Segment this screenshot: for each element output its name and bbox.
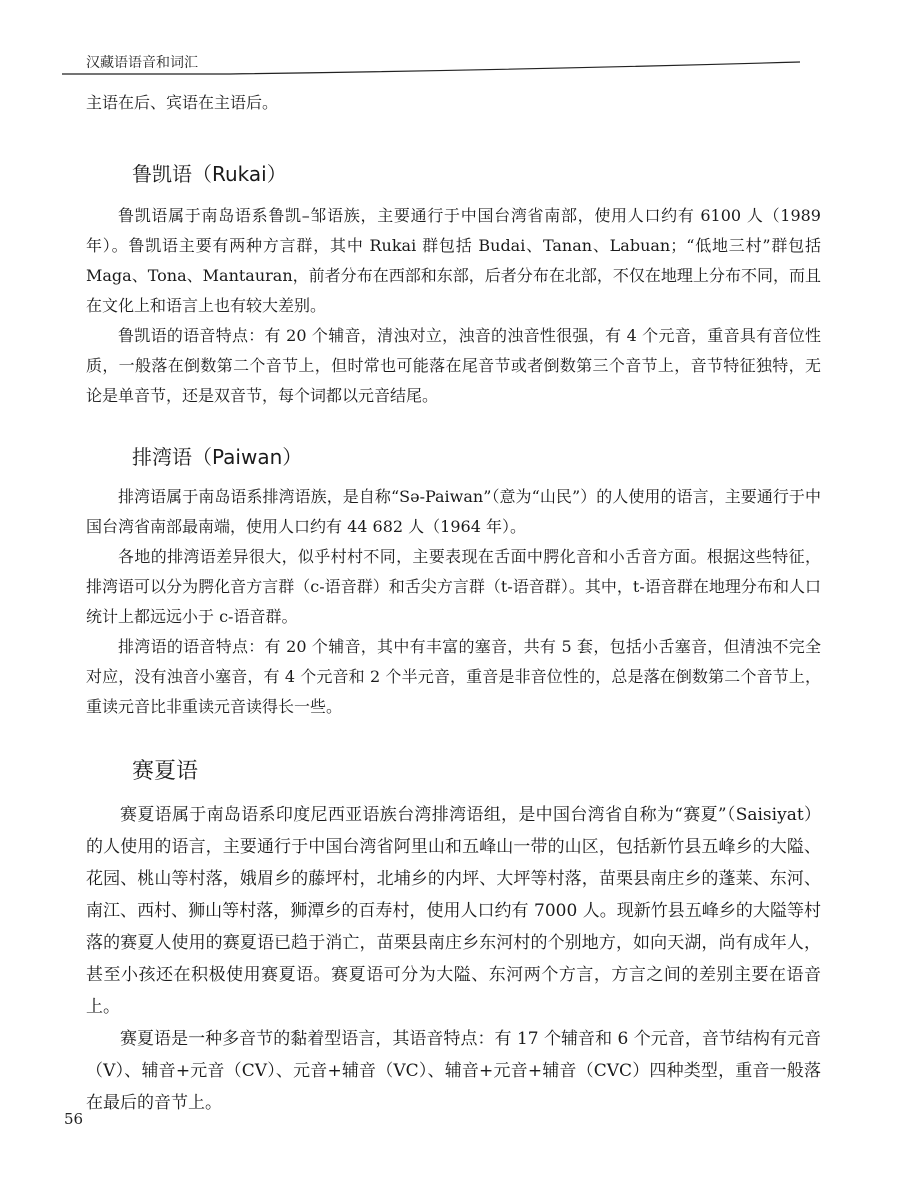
paragraph: 赛夏语是一种多音节的黏着型语言，其语音特点：有 17 个辅音和 6 个元音，音节结构有元音（V）、辅音+元音（CV）、元音+辅音（VC）、辅音+元音+辅音（CVC）四种类型，重音一般落在最后的音节上。 [86, 1029, 821, 1113]
section-heading: 鲁凯语（Rukai） [132, 162, 287, 186]
intro-line: 主语在后、宾语在主语后。 [86, 93, 279, 112]
section-paiwan [86, 441, 821, 722]
section-heading: 排湾语（Paiwan） [132, 445, 303, 469]
section-saisiyat [86, 754, 821, 1119]
section-rukai [86, 158, 821, 411]
paragraph: 排湾语的语音特点：有 20 个辅音，其中有丰富的塞音，共有 5 套，包括小舌塞音，但清浊不完全对应，没有浊音小塞音，有 4 个元音和 2 个半元音，重音是非音位性的，总是落在倒数第二个音节上，重读元音比非重读元音读得长一些。 [86, 637, 821, 716]
paragraph: 排湾语属于南岛语系排湾语族，是自称“Sə-Paiwan”（意为“山民”）的人使用的语言，主要通行于中国台湾省南部最南端，使用人口约有 44 682 人（1964 年）。 [86, 487, 821, 536]
paragraph: 各地的排湾语差异很大，似乎村村不同，主要表现在舌面中腭化音和小舌音方面。根据这些特征，排湾语可以分为腭化音方言群（c-语音群）和舌尖方言群（t-语音群）。其中，t-语音群在地理分布和人口统计上都远远小于 c-语音群。 [86, 547, 821, 626]
page-body [86, 88, 821, 1119]
section-heading: 赛夏语 [132, 759, 199, 784]
header-rule [0, 0, 900, 80]
paragraph: 赛夏语属于南岛语系印度尼西亚语族台湾排湾语组，是中国台湾省自称为“赛夏”（Saisiyat）的人使用的语言，主要通行于中国台湾省阿里山和五峰山一带的山区，包括新竹县五峰乡的大隘、花园、桃山等村落，娥眉乡的藤坪村，北埔乡的内坪、大坪等村落，苗栗县南庄乡的蓬莱、东河、南江、西村、狮山等村落，狮潭乡的百寿村，使用人口约有 7000 人。现新竹县五峰乡的大隘等村落的赛夏人使用的赛夏语已趋于消亡，苗栗县南庄乡东河村的个别地方，如向天湖，尚有成年人，甚至小孩还在积极使用赛夏语。赛夏语可分为大隘、东河两个方言，方言之间的差别主要在语音上。 [86, 805, 821, 1017]
paragraph: 鲁凯语的语音特点：有 20 个辅音，清浊对立，浊音的浊音性很强，有 4 个元音，重音具有音位性质，一般落在倒数第二个音节上，但时常也可能落在尾音节或者倒数第三个音节上，音节特征独特，无论是单音节，还是双音节，每个词都以元音结尾。 [86, 326, 821, 405]
paragraph: 鲁凯语属于南岛语系鲁凯–邹语族，主要通行于中国台湾省南部，使用人口约有 6100 人（1989年）。鲁凯语主要有两种方言群，其中 Rukai 群包括 Budai、Tanan、Labuan；“低地三村”群包括 Maga、Tona、Mantauran，前者分布在西部和东部，后者分布在北部，不仅在地理上分布不同，而且在文化上和语言上也有较大差别。 [86, 206, 821, 315]
page-number: 56 [64, 1110, 84, 1128]
running-header-title: 汉藏语语音和词汇 [86, 55, 198, 71]
